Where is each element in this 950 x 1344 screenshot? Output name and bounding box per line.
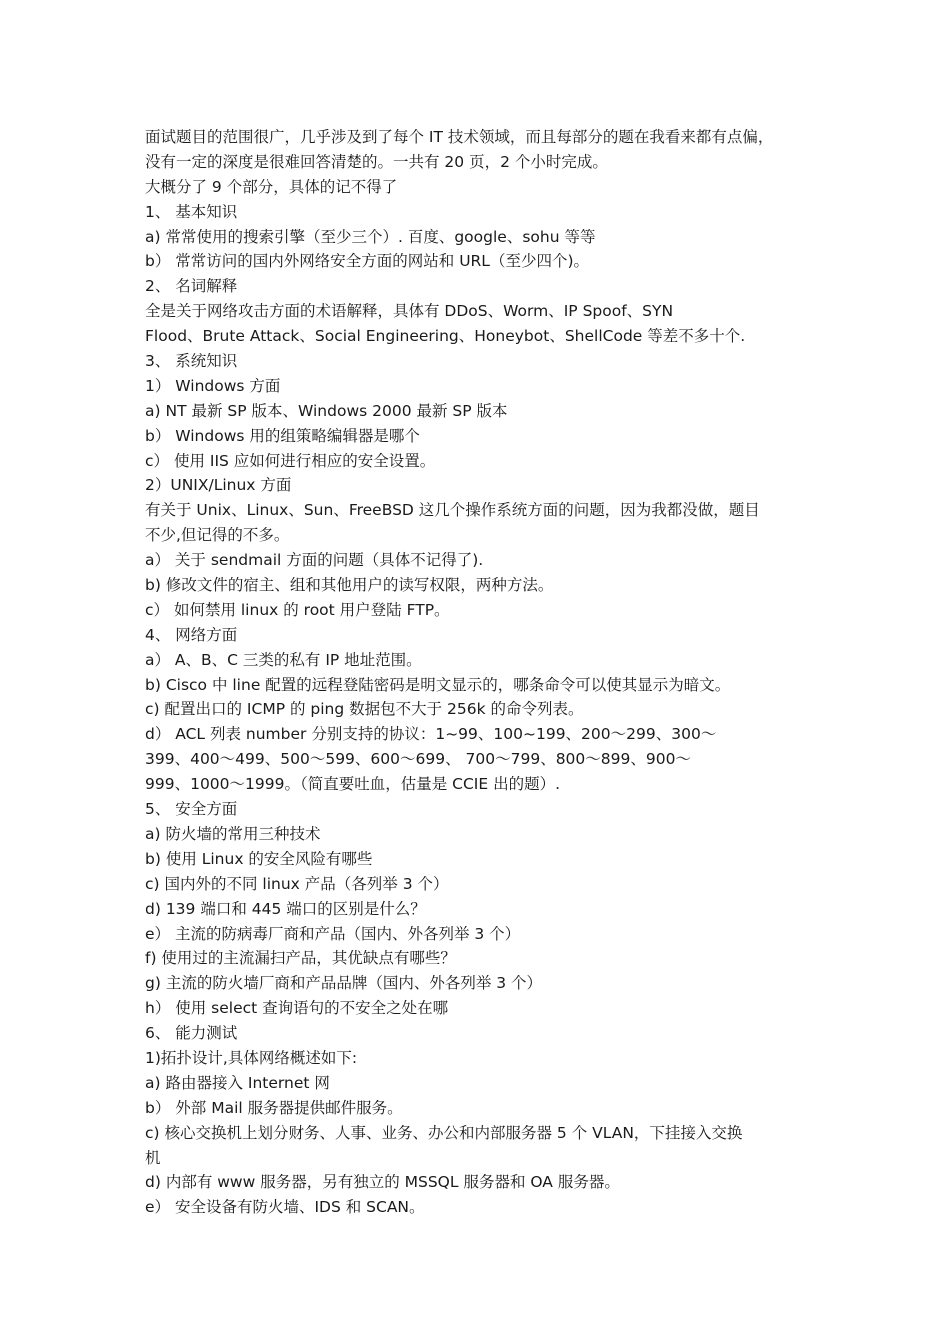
text-line: a) 防火墙的常用三种技术 xyxy=(145,824,321,843)
text-line: d) 139 端口和 445 端口的区别是什么？ xyxy=(145,899,426,918)
text-line: b) Cisco 中 line 配置的远程登陆密码是明文显示的，哪条命令可以使其显示为暗文。 xyxy=(145,675,731,694)
text-line: c） 如何禁用 linux 的 root 用户登陆 FTP。 xyxy=(145,600,450,619)
text-line: 大概分了 9 个部分，具体的记不得了 xyxy=(145,177,398,196)
subsection-heading: 1） Windows 方面 xyxy=(145,376,281,395)
section-heading: 2、 名词解释 xyxy=(145,277,238,296)
text-line: a) 路由器接入 Internet 网 xyxy=(145,1073,330,1092)
section-heading: 3、 系统知识 xyxy=(145,352,238,371)
text-line: g) 主流的防火墙厂商和产品品牌（国内、外各列举 3 个） xyxy=(145,974,543,993)
section-heading: 1、 基本知识 xyxy=(145,202,238,221)
text-line: a） 关于 sendmail 方面的问题（具体不记得了). xyxy=(145,551,484,570)
subsection-heading: 2）UNIX/Linux 方面 xyxy=(145,476,292,495)
text-line: d） ACL 列表 number 分别支持的协议：1~99、100~199、200～299、300～ xyxy=(145,725,717,744)
text-line: 有关于 Unix、Linux、Sun、FreeBSD 这几个操作系统方面的问题，因为我都没做，题目 xyxy=(145,501,760,520)
text-line: 999、1000～1999。（简直要吐血，估量是 CCIE 出的题）. xyxy=(145,775,561,794)
text-line: e） 主流的防病毒厂商和产品（国内、外各列举 3 个） xyxy=(145,924,521,943)
text-line: b) 修改文件的宿主、组和其他用户的读写权限，两种方法。 xyxy=(145,576,554,595)
text-line: b） 常常访问的国内外网络安全方面的网站和 URL（至少四个)。 xyxy=(145,252,589,271)
text-line: b） Windows 用的组策略编辑器是哪个 xyxy=(145,426,420,445)
text-line: 399、400～499、500～599、600～699、 700～799、800～899、900～ xyxy=(145,750,691,769)
text-line: 面试题目的范围很广，几乎涉及到了每个 IT 技术领域，而且每部分的题在我看来都有点偏， xyxy=(145,128,774,146)
text-line: 全是关于网络攻击方面的术语解释，具体有 DDoS、Worm、IP Spoof、SYN xyxy=(145,302,674,321)
section-heading: 6、 能力测试 xyxy=(145,1024,238,1043)
text-line: d) 内部有 www 服务器，另有独立的 MSSQL 服务器和 OA 服务器。 xyxy=(145,1173,620,1192)
text-line: 机 xyxy=(145,1148,161,1167)
text-line: c） 使用 IIS 应如何进行相应的安全设置。 xyxy=(145,451,436,470)
text-line: a） A、B、C 三类的私有 IP 地址范围。 xyxy=(145,650,422,669)
text-line: c) 核心交换机上划分财务、人事、业务、办公和内部服务器 5 个 VLAN，下挂接入交换 xyxy=(145,1123,743,1142)
text-line: 没有一定的深度是很难回答清楚的。一共有 20 页，2 个小时完成。 xyxy=(145,152,608,171)
section-heading: 5、 安全方面 xyxy=(145,800,238,819)
text-line: b) 使用 Linux 的安全风险有哪些 xyxy=(145,849,373,868)
text-line: h） 使用 select 查询语句的不安全之处在哪 xyxy=(145,999,449,1018)
text-line: e） 安全设备有防火墙、IDS 和 SCAN。 xyxy=(145,1198,425,1217)
text-line: c) 国内外的不同 linux 产品（各列举 3 个） xyxy=(145,874,449,893)
text-line: c) 配置出口的 ICMP 的 ping 数据包不大于 256k 的命令列表。 xyxy=(145,700,584,719)
document-body xyxy=(145,125,825,1220)
text-line: f) 使用过的主流漏扫产品，其优缺点有哪些？ xyxy=(145,949,456,968)
text-line: b） 外部 Mail 服务器提供邮件服务。 xyxy=(145,1098,403,1117)
text-line: a) NT 最新 SP 版本、Windows 2000 最新 SP 版本 xyxy=(145,401,508,420)
text-line: 不少,但记得的不多。 xyxy=(145,526,290,545)
section-heading: 4、 网络方面 xyxy=(145,625,238,644)
text-line: a) 常常使用的搜索引擎（至少三个）. 百度、google、sohu 等等 xyxy=(145,227,596,246)
text-line: Flood、Brute Attack、Social Engineering、Honeybot、ShellCode 等差不多十个. xyxy=(145,327,746,346)
subsection-heading: 1)拓扑设计,具体网络概述如下: xyxy=(145,1048,358,1067)
